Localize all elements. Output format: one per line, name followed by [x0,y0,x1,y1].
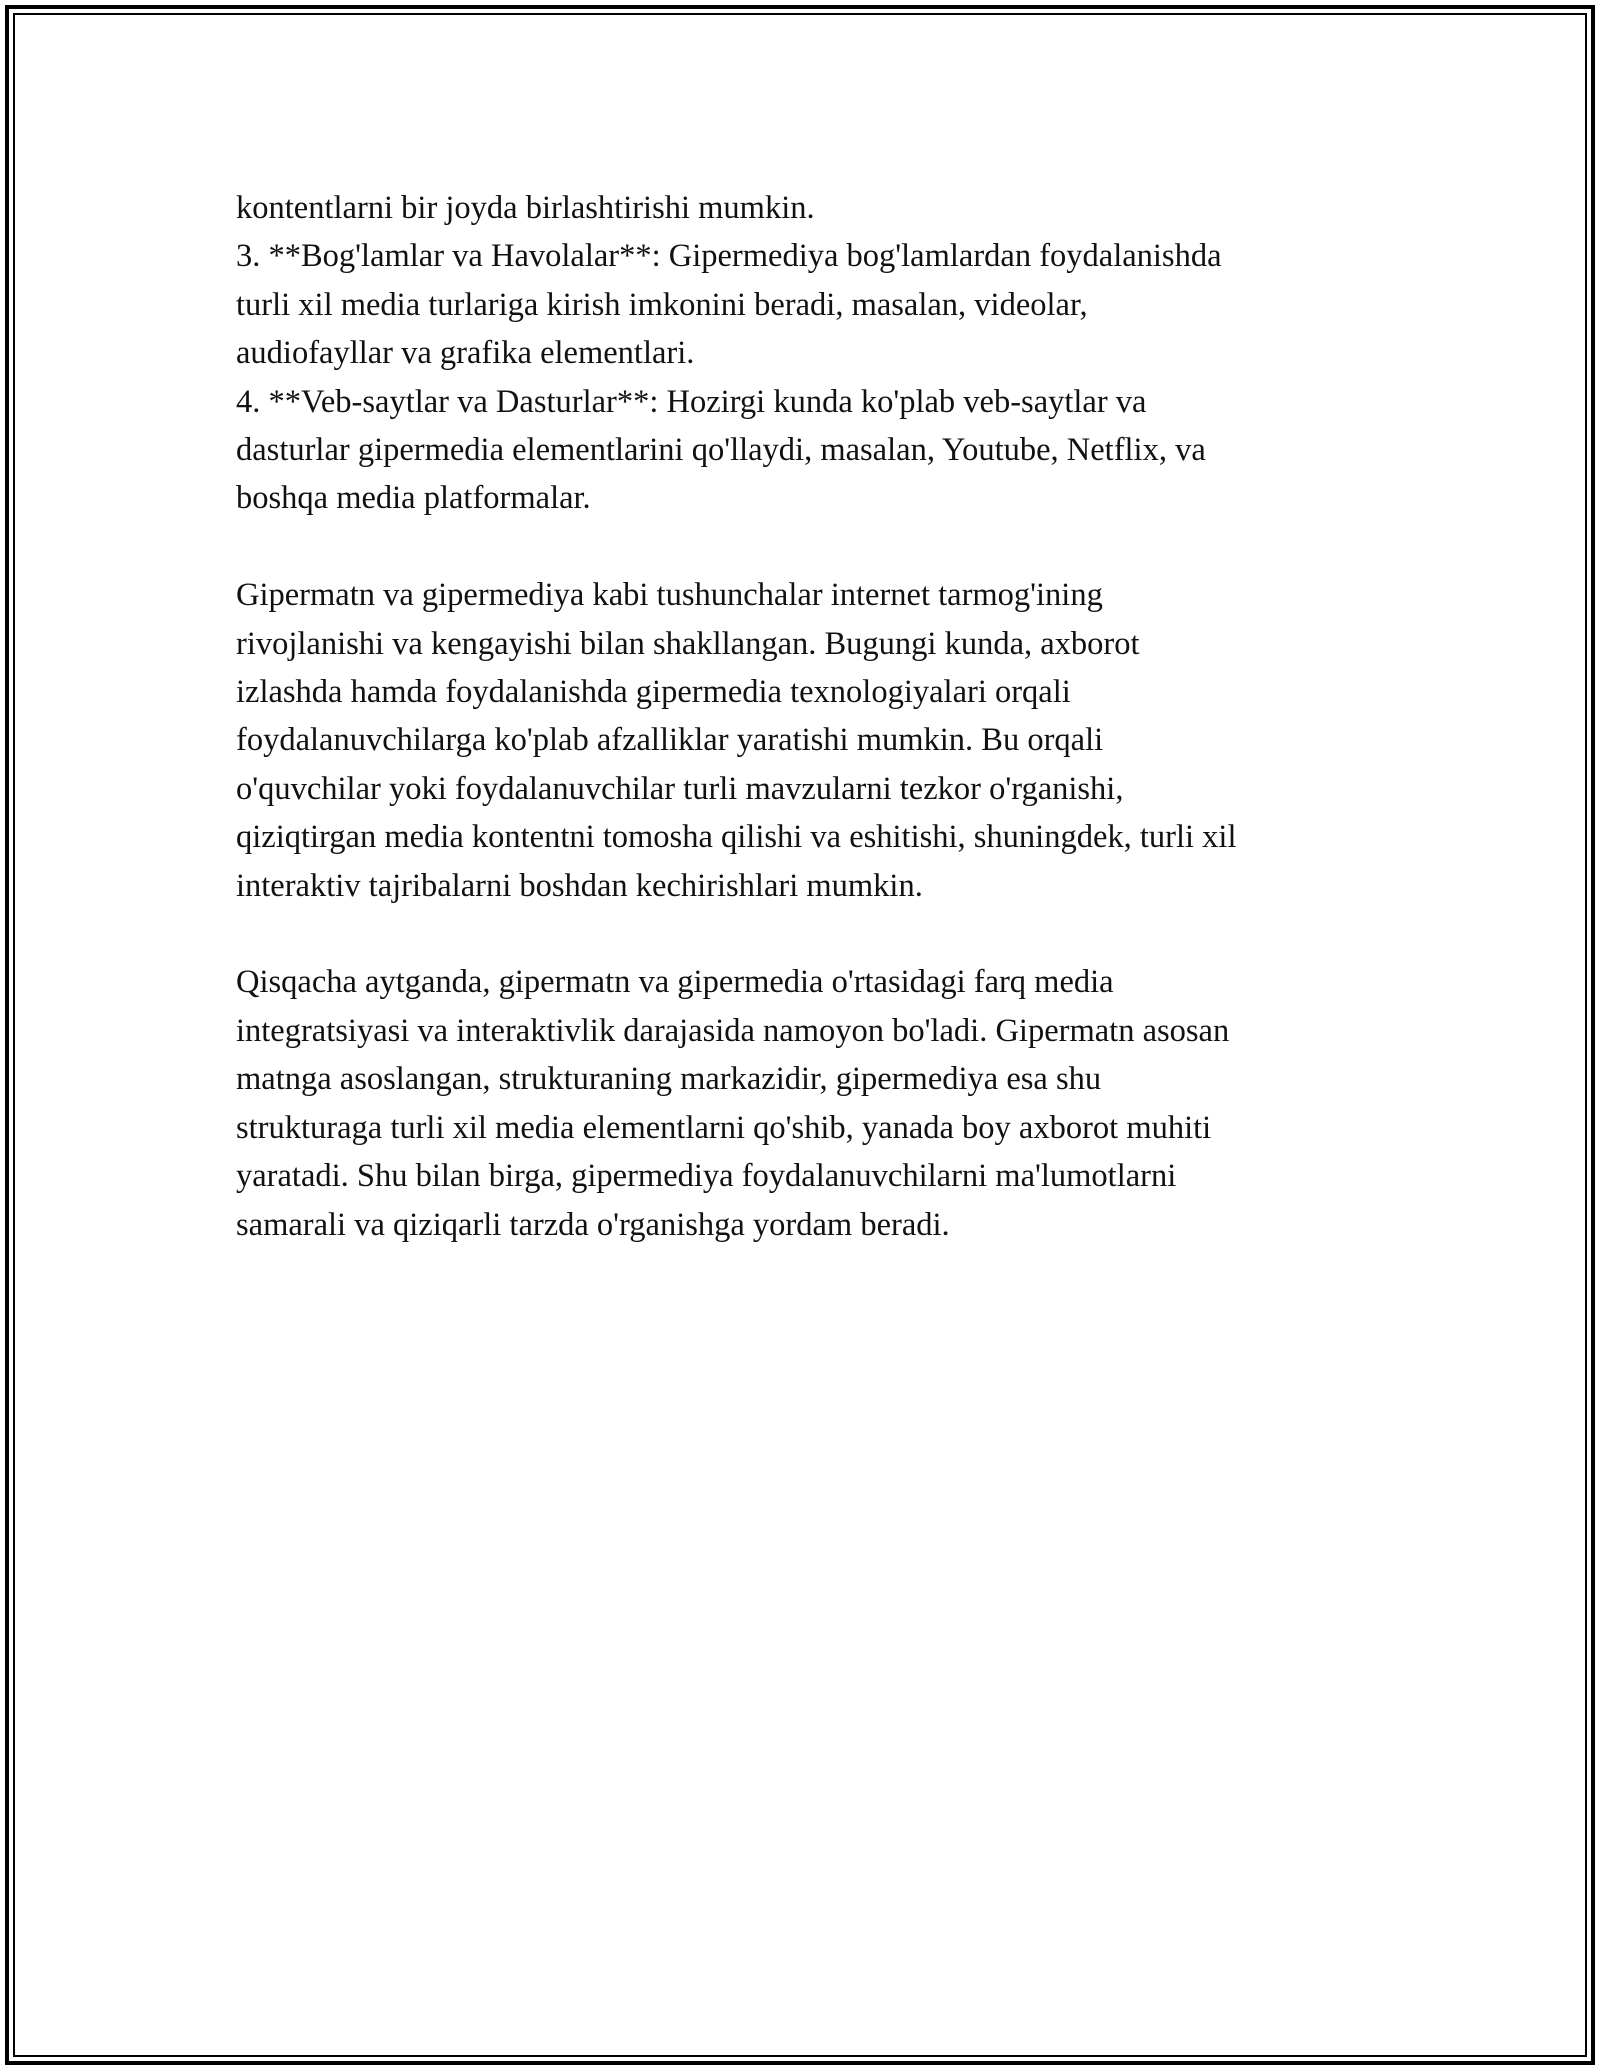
text-line: matnga asoslangan, strukturaning markazidir, gipermediya esa shu [236,1061,1102,1098]
text-line: interaktiv tajribalarni boshdan kechirishlari mumkin. [236,867,923,904]
text-line: izlashda hamda foydalanishda gipermedia texnologiyalari orqali [236,674,1071,711]
text-line: audiofayllar va grafika elementlari. [236,335,695,372]
text-line: o'quvchilar yoki foydalanuvchilar turli mavzularni tezkor o'rganishi, [236,770,1124,807]
text-line: foydalanuvchilarga ko'plab afzalliklar yaratishi mumkin. Bu orqali [236,722,1104,759]
text-line: samarali va qiziqarli tarzda o'rganishga yordam beradi. [236,1206,950,1243]
text-line: rivojlanishi va kengayishi bilan shakllangan. Bugungi kunda, axborot [236,625,1140,662]
text-line: 3. **Bog'lamlar va Havolalar**: Gipermediya bog'lamlardan foydalanishda [236,238,1222,275]
text-line: integratsiyasi va interaktivlik darajasida namoyon bo'ladi. Gipermatn asosan [236,1012,1230,1049]
paragraph-spacer [236,910,1386,958]
document-body [236,184,1386,1249]
paragraph-spacer [236,523,1386,571]
text-line: Qisqacha aytganda, gipermatn va gipermedia o'rtasidagi farq media [236,964,1114,1001]
text-line: yaratadi. Shu bilan birga, gipermediya foydalanuvchilarni ma'lumotlarni [236,1158,1177,1195]
paragraph-2 [236,571,1386,910]
paragraph-1 [236,184,1386,523]
text-line: Gipermatn va gipermediya kabi tushunchalar internet tarmog'ining [236,577,1103,614]
text-line: qiziqtirgan media kontentni tomosha qilishi va eshitishi, shuningdek, turli xil [236,819,1237,856]
text-line: turli xil media turlariga kirish imkonini beradi, masalan, videolar, [236,286,1088,323]
text-line: 4. **Veb-saytlar va Dasturlar**: Hozirgi kunda ko'plab veb-saytlar va [236,383,1147,420]
text-line: kontentlarni bir joyda birlashtirishi mumkin. [236,190,815,226]
text-line: boshqa media platformalar. [236,480,591,517]
paragraph-3 [236,958,1386,1248]
text-line: dasturlar gipermedia elementlarini qo'llaydi, masalan, Youtube, Netflix, va [236,432,1206,469]
text-line: strukturaga turli xil media elementlarni qo'shib, yanada boy axborot muhiti [236,1109,1212,1146]
